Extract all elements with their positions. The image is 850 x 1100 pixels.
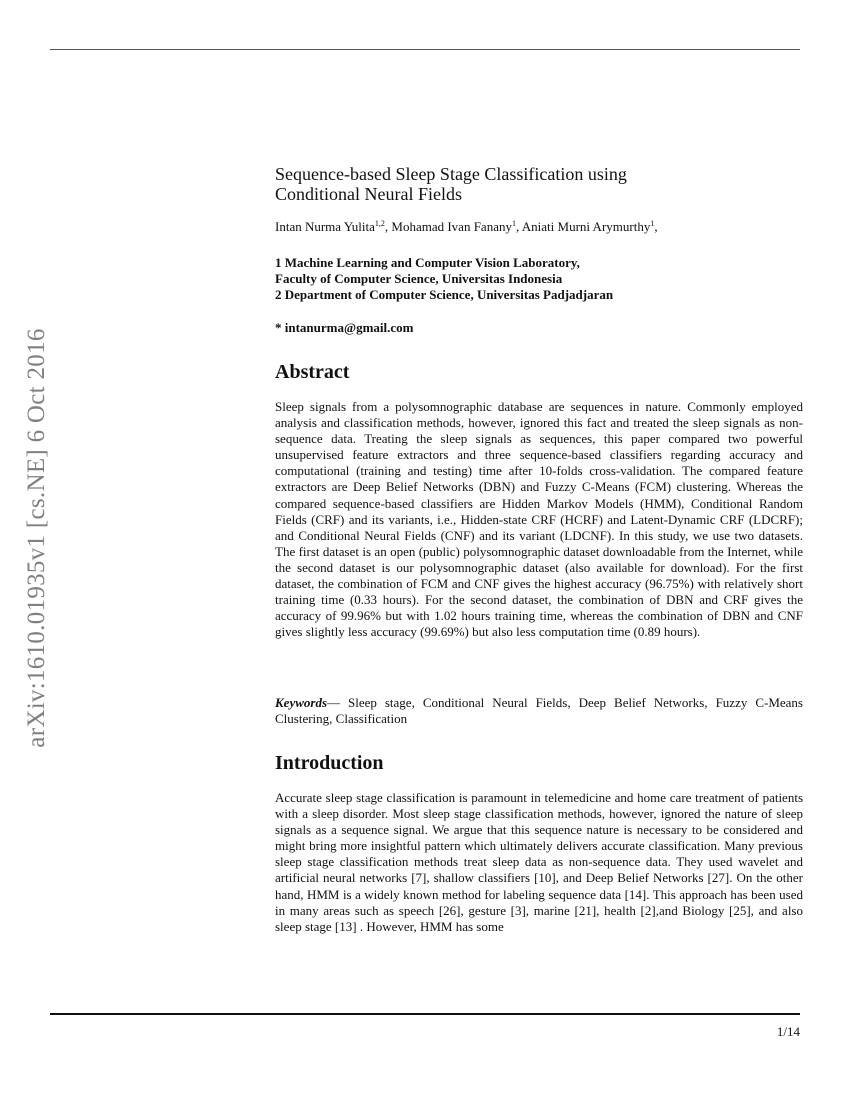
keywords-label: Keywords: [275, 695, 327, 710]
arxiv-identifier[interactable]: arXiv:1610.01935v1 [cs.NE] 6 Oct 2016: [23, 328, 50, 748]
abstract-paragraph: Sleep signals from a polysomnographic database are sequences in nature. Commonly employed analysis and classification methods, however, ignored this fact and treated the sleep signals as non-sequence data. Treating the sleep signals as sequences, this paper compared two powerful unsupervised feature extractors and three sequence-based classifiers regarding accuracy and computational (training and testing) time after 10-folds cross-validation. The compared feature extractors are Deep Belief Networks (DBN) and Fuzzy C-Means (FCM) clustering. Whereas the compared sequence-based classifiers are Hidden Markov Models (HMM), Conditional Random Fields (CRF) and its variants, i.e., Hidden-state CRF (HCRF) and Latent-Dynamic CRF (LDCRF); and Conditional Neural Fields (CNF) and its variant (LDCNF). In this study, we use two datasets. The first dataset is an open (public) polysomnographic dataset downloadable from the Internet, while the second dataset is our polysomnographic dataset (also available for download). For the first dataset, the combination of FCM and CNF gives the highest accuracy (96.75%) with relatively short training time (0.33 hours). For the second dataset, the combination of DBN and CRF gives the accuracy of 99.96% but with 1.02 hours training time, whereas the combination of DBN and CNF gives slightly less accuracy (99.69%) but also less computation time (0.89 hours).: [275, 399, 803, 640]
footer-rule: [50, 1013, 800, 1015]
keywords-paragraph: [275, 695, 803, 727]
paper-title: [275, 164, 803, 204]
affiliation-line: 1 Machine Learning and Computer Vision Laboratory,: [275, 255, 580, 270]
author-name: Aniati Murni Arymurthy: [521, 219, 651, 234]
title-line-1: Sequence-based Sleep Stage Classification using: [275, 164, 627, 184]
affiliation-line: Faculty of Computer Science, Universitas Indonesia: [275, 271, 563, 286]
author-separator: ,: [515, 219, 522, 234]
affiliation-line: 2 Department of Computer Science, Universitas Padjadjaran: [275, 287, 614, 302]
corresponding-email[interactable]: * intanurma@gmail.com: [275, 320, 414, 335]
author-affiliation-mark: 1,2: [374, 219, 385, 228]
author-name: Intan Nurma Yulita: [275, 219, 375, 234]
page-number: 1/14: [776, 1024, 800, 1039]
author-separator: ,: [384, 219, 392, 234]
author-separator: ,: [654, 219, 658, 234]
abstract-heading: Abstract: [275, 361, 350, 383]
author-affiliation-mark: 1: [511, 219, 516, 228]
introduction-heading: Introduction: [275, 752, 384, 774]
header-rule: [50, 49, 800, 50]
author-name: Mohamad Ivan Fanany: [391, 219, 512, 234]
introduction-paragraph: Accurate sleep stage classification is paramount in telemedicine and home care treatment of patients with a sleep disorder. Most sleep stage classification methods, however, ignored the nature of sleep signals as a sequence signal. We argue that this sequence nature is necessary to be considered and might bring more insightful pattern which ultimately delivers accurate classification. Many previous sleep stage classification methods treat sleep data as non-sequence data. They used wavelet and artificial neural networks [7], shallow classifiers [10], and Deep Belief Networks [27]. On the other hand, HMM is a widely known method for labeling sequence data [14]. This approach has been used in many areas such as speech [26], gesture [3], marine [21], health [2],and Biology [25], and also sleep stage [13] . However, HMM has some: [275, 790, 803, 934]
keywords-text: — Sleep stage, Conditional Neural Fields, Deep Belief Networks, Fuzzy C-Means Clustering, Classification: [275, 695, 803, 727]
author-affiliation-mark: 1: [650, 219, 655, 228]
title-line-2: Conditional Neural Fields: [275, 184, 462, 204]
author-list: [275, 219, 658, 235]
affiliations: [275, 255, 613, 303]
